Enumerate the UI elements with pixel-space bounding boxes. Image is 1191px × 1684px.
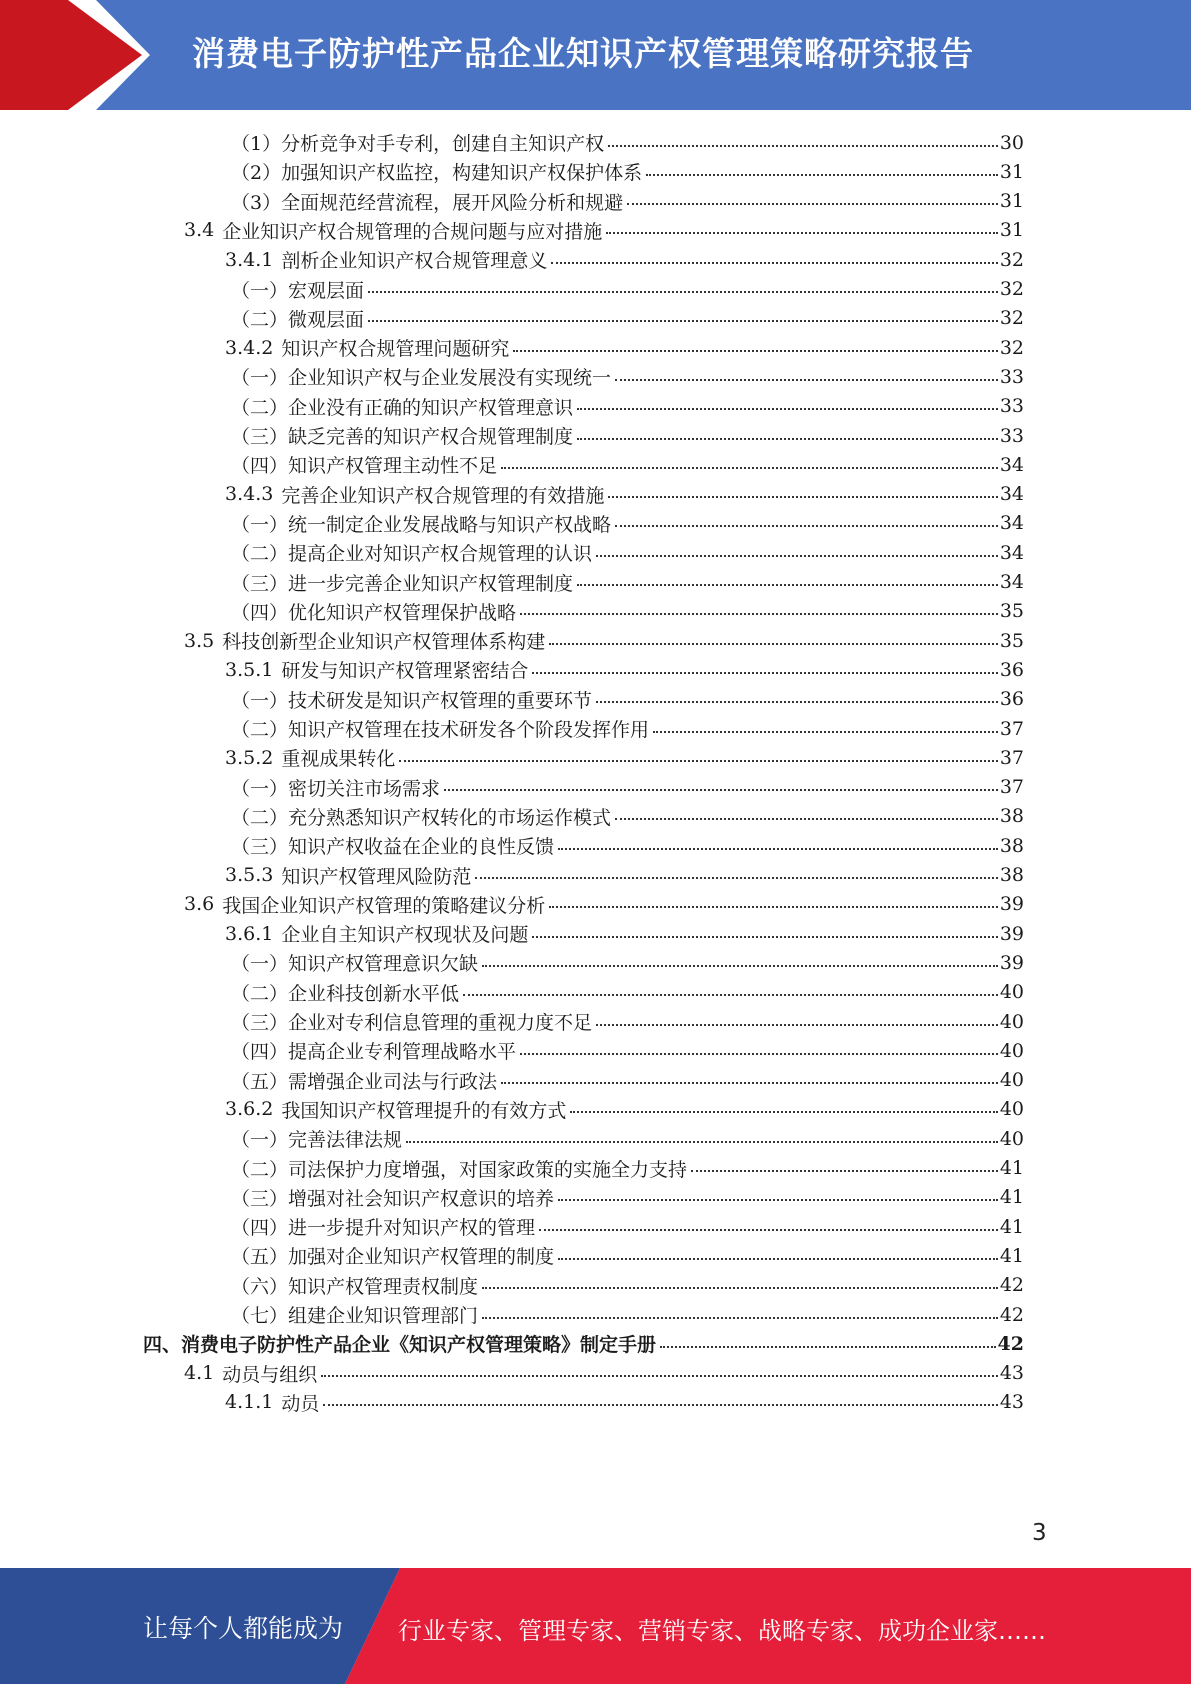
toc-dot-leader bbox=[463, 994, 998, 996]
toc-entry-title: （三）知识产权收益在企业的良性反馈 bbox=[231, 836, 555, 859]
toc-entry-title: （四）知识产权管理主动性不足 bbox=[231, 455, 498, 478]
toc-dot-leader bbox=[627, 203, 998, 205]
toc-entry-title: 企业自主知识产权现状及问题 bbox=[281, 924, 529, 947]
toc-entry[interactable] bbox=[231, 303, 1024, 334]
toc-dot-leader bbox=[482, 1287, 998, 1289]
toc-entry-title: 剖析企业知识产权合规管理意义 bbox=[281, 250, 548, 273]
toc-entry-page: 32 bbox=[999, 248, 1024, 271]
toc-dot-leader bbox=[368, 320, 998, 322]
toc-entry-title: （五）需增强企业司法与行政法 bbox=[231, 1070, 498, 1093]
toc-entry[interactable] bbox=[143, 1328, 1024, 1359]
toc-entry-page: 35 bbox=[999, 600, 1024, 623]
footer-slogan-right: 行业专家、管理专家、营销专家、战略专家、成功企业家…… bbox=[398, 1617, 1046, 1645]
toc-entry[interactable] bbox=[225, 860, 1024, 891]
toc-entry[interactable] bbox=[184, 625, 1024, 656]
toc-entry-title: 我国企业知识产权管理的策略建议分析 bbox=[222, 894, 546, 917]
toc-entry-title: （一）知识产权管理意识欠缺 bbox=[231, 953, 479, 976]
toc-entry-title: （七）组建企业知识管理部门 bbox=[231, 1305, 479, 1327]
toc-entry[interactable] bbox=[225, 332, 1024, 363]
toc-entry-page: 34 bbox=[999, 541, 1024, 564]
toc-entry-title: 企业知识产权合规管理的合规问题与应对措施 bbox=[222, 220, 603, 243]
toc-entry[interactable] bbox=[231, 567, 1024, 598]
toc-entry-title: （三）企业对专利信息管理的重视力度不足 bbox=[231, 1012, 593, 1034]
toc-entry-page: 41 bbox=[999, 1186, 1024, 1209]
toc-entry-number: 4.1.1 bbox=[225, 1391, 274, 1414]
toc-entry-title: （六）知识产权管理责权制度 bbox=[231, 1275, 479, 1298]
toc-entry-title: （四）优化知识产权管理保护战略 bbox=[231, 601, 517, 624]
toc-entry[interactable] bbox=[225, 742, 1024, 773]
toc-dot-leader bbox=[558, 848, 998, 850]
toc-entry-page: 39 bbox=[999, 893, 1024, 916]
toc-dot-leader bbox=[660, 1346, 996, 1348]
toc-entry-title: 完善企业知识产权合规管理的有效措施 bbox=[281, 484, 605, 507]
toc-entry-title: （2）加强知识产权监控，构建知识产权保护体系 bbox=[231, 162, 643, 185]
toc-entry-page: 31 bbox=[999, 160, 1024, 183]
toc-dot-leader bbox=[596, 701, 998, 703]
toc-entry-number: 3.6.2 bbox=[225, 1098, 274, 1121]
toc-entry-page: 34 bbox=[999, 483, 1024, 506]
toc-entry[interactable] bbox=[184, 215, 1024, 246]
toc-entry-number: 4.1 bbox=[184, 1362, 215, 1385]
toc-entry-page: 32 bbox=[999, 278, 1024, 300]
toc-dot-leader bbox=[532, 936, 997, 938]
toc-entry-title: （二）充分熟悉知识产权转化的市场运作模式 bbox=[231, 806, 612, 829]
toc-entry[interactable] bbox=[231, 772, 1024, 803]
toc-entry-page: 40 bbox=[999, 1010, 1024, 1033]
toc-dot-leader bbox=[691, 1170, 998, 1172]
toc-entry-page: 33 bbox=[999, 395, 1024, 418]
toc-entry[interactable] bbox=[231, 1006, 1024, 1037]
toc-dot-leader bbox=[321, 1375, 998, 1377]
toc-entry[interactable] bbox=[231, 1211, 1024, 1242]
toc-dot-leader bbox=[596, 555, 998, 557]
toc-entry-page: 32 bbox=[999, 336, 1024, 359]
toc-entry-title: 动员与组织 bbox=[222, 1363, 318, 1386]
toc-dot-leader bbox=[482, 965, 998, 967]
toc-entry-title: 研发与知识产权管理紧密结合 bbox=[281, 660, 529, 683]
toc-entry-title: （二）司法保护力度增强，对国家政策的实施全力支持 bbox=[231, 1158, 688, 1181]
footer-banner bbox=[0, 1568, 1191, 1684]
toc-dot-leader bbox=[646, 174, 998, 176]
toc-entry-title: 重视成果转化 bbox=[281, 748, 396, 771]
toc-dot-leader bbox=[608, 496, 997, 498]
toc-dot-leader bbox=[577, 408, 998, 410]
toc-dot-leader bbox=[406, 1141, 998, 1143]
toc-entry-title: 科技创新型企业知识产权管理体系构建 bbox=[222, 631, 546, 654]
toc-dot-leader bbox=[475, 877, 997, 879]
toc-entry-page: 37 bbox=[999, 746, 1024, 769]
toc-entry-page: 40 bbox=[999, 1039, 1024, 1062]
toc-entry-title: （一）企业知识产权与企业发展没有实现统一 bbox=[231, 367, 612, 390]
toc-entry-title: （二）提高企业对知识产权合规管理的认识 bbox=[231, 543, 593, 566]
toc-dot-leader bbox=[570, 1111, 997, 1113]
toc-entry[interactable] bbox=[231, 801, 1024, 832]
toc-dot-leader bbox=[615, 379, 998, 381]
toc-entry-page: 41 bbox=[999, 1244, 1024, 1267]
toc-dot-leader bbox=[558, 1199, 998, 1201]
toc-dot-leader bbox=[539, 1229, 998, 1231]
toc-entry-title: （二）企业科技创新水平低 bbox=[231, 982, 460, 1005]
toc-entry-number: 3.4 bbox=[184, 219, 215, 242]
toc-entry-page: 43 bbox=[999, 1362, 1024, 1385]
toc-entry-page: 40 bbox=[999, 1069, 1024, 1092]
toc-entry[interactable] bbox=[231, 391, 1024, 422]
toc-entry-page: 39 bbox=[999, 951, 1024, 974]
toc-entry-title: 知识产权合规管理问题研究 bbox=[281, 338, 510, 361]
toc-entry-title: 动员 bbox=[281, 1392, 320, 1415]
toc-dot-leader bbox=[520, 613, 998, 615]
toc-entry-title: （一）宏观层面 bbox=[231, 279, 365, 302]
toc-entry[interactable] bbox=[225, 244, 1024, 275]
toc-entry[interactable] bbox=[231, 1270, 1024, 1301]
toc-entry-page: 34 bbox=[999, 571, 1024, 593]
toc-entry[interactable] bbox=[231, 361, 1024, 392]
toc-entry-page: 35 bbox=[999, 629, 1024, 652]
toc-dot-leader bbox=[558, 1258, 998, 1260]
toc-dot-leader bbox=[532, 672, 997, 674]
toc-entry[interactable] bbox=[231, 684, 1024, 715]
toc-entry-page: 36 bbox=[999, 658, 1024, 681]
toc-entry-title: （二）微观层面 bbox=[231, 308, 365, 331]
toc-dot-leader bbox=[615, 525, 998, 527]
toc-entry-page: 37 bbox=[999, 717, 1024, 740]
toc-entry-page: 42 bbox=[999, 1274, 1024, 1297]
toc-entry-page: 31 bbox=[999, 219, 1024, 242]
toc-entry-page: 41 bbox=[999, 1215, 1024, 1238]
toc-entry-page: 42 bbox=[999, 1303, 1024, 1326]
toc-entry-number: 3.5 bbox=[184, 629, 215, 652]
toc-dot-leader bbox=[323, 1404, 997, 1406]
toc-entry[interactable] bbox=[225, 1387, 1024, 1418]
toc-entry[interactable] bbox=[225, 654, 1024, 685]
toc-entry[interactable] bbox=[231, 508, 1024, 539]
toc-dot-leader bbox=[596, 1024, 998, 1026]
toc-entry[interactable] bbox=[231, 596, 1024, 627]
toc-entry-page: 40 bbox=[999, 1098, 1024, 1121]
toc-entry[interactable] bbox=[231, 977, 1024, 1008]
toc-dot-leader bbox=[606, 232, 998, 234]
toc-entry[interactable] bbox=[184, 1358, 1024, 1389]
toc-entry-title: 我国知识产权管理提升的有效方式 bbox=[281, 1099, 567, 1122]
toc-entry-page: 38 bbox=[999, 864, 1024, 886]
toc-entry-title: 四、消费电子防护性产品企业《知识产权管理策略》制定手册 bbox=[143, 1334, 657, 1357]
toc-entry[interactable] bbox=[225, 479, 1024, 510]
toc-dot-leader bbox=[520, 1053, 998, 1055]
toc-entry-title: （一）密切关注市场需求 bbox=[231, 777, 441, 800]
toc-entry-title: 知识产权管理风险防范 bbox=[281, 865, 472, 888]
footer-slogan-left: 让每个人都能成为 bbox=[143, 1614, 344, 1643]
toc-entry-page: 42 bbox=[997, 1332, 1024, 1355]
toc-entry[interactable] bbox=[231, 713, 1024, 744]
toc-entry-title: （四）提高企业专利管理战略水平 bbox=[231, 1041, 517, 1064]
toc-entry[interactable] bbox=[231, 1065, 1024, 1096]
toc-entry-title: （3）全面规范经营流程，展开风险分析和规避 bbox=[231, 191, 624, 214]
toc-entry[interactable] bbox=[231, 274, 1024, 305]
toc-entry[interactable] bbox=[225, 1094, 1024, 1125]
toc-dot-leader bbox=[577, 438, 998, 440]
toc-entry-title: （五）加强对企业知识产权管理的制度 bbox=[231, 1246, 555, 1269]
toc-entry-title: （一）统一制定企业发展战略与知识产权战略 bbox=[231, 513, 612, 536]
toc-entry[interactable] bbox=[231, 127, 1024, 158]
toc-dot-leader bbox=[501, 1082, 998, 1084]
toc-dot-leader bbox=[608, 145, 998, 147]
toc-entry-title: （三）增强对社会知识产权意识的培养 bbox=[231, 1187, 555, 1210]
toc-entry-title: （二）企业没有正确的知识产权管理意识 bbox=[231, 396, 574, 419]
header-banner bbox=[0, 0, 1191, 110]
toc-entry-page: 33 bbox=[999, 365, 1024, 388]
toc-dot-leader bbox=[653, 731, 998, 733]
page-number: 3 bbox=[1032, 1520, 1047, 1546]
toc-entry[interactable] bbox=[231, 1035, 1024, 1066]
document-title: 消费电子防护性产品企业知识产权管理策略研究报告 bbox=[192, 34, 974, 73]
toc-dot-leader bbox=[501, 467, 998, 469]
toc-entry[interactable] bbox=[231, 1182, 1024, 1213]
toc-entry-page: 39 bbox=[999, 922, 1024, 945]
toc-entry-page: 34 bbox=[999, 512, 1024, 535]
toc-entry[interactable] bbox=[231, 537, 1024, 568]
toc-entry-page: 41 bbox=[999, 1157, 1024, 1179]
toc-entry-title: （四）进一步提升对知识产权的管理 bbox=[231, 1217, 536, 1240]
toc-entry[interactable] bbox=[184, 889, 1024, 920]
toc-entry-title: （三）进一步完善企业知识产权管理制度 bbox=[231, 572, 574, 595]
toc-entry-number: 3.4.2 bbox=[225, 336, 274, 359]
toc-entry-page: 38 bbox=[999, 834, 1024, 857]
toc-entry-page: 36 bbox=[999, 688, 1024, 711]
toc-entry[interactable] bbox=[225, 918, 1024, 949]
toc-entry-page: 34 bbox=[999, 453, 1024, 476]
toc-dot-leader bbox=[482, 1317, 998, 1319]
toc-entry-page: 40 bbox=[999, 981, 1024, 1004]
toc-dot-leader bbox=[399, 760, 997, 762]
toc-dot-leader bbox=[444, 789, 998, 791]
toc-entry[interactable] bbox=[231, 420, 1024, 451]
toc-dot-leader bbox=[615, 818, 998, 820]
toc-entry-page: 40 bbox=[999, 1127, 1024, 1150]
toc-entry-number: 3.5.3 bbox=[225, 864, 274, 886]
toc-entry-page: 38 bbox=[999, 805, 1024, 828]
toc-entry[interactable] bbox=[231, 1240, 1024, 1271]
toc-entry-number: 3.5.2 bbox=[225, 746, 274, 769]
toc-entry-page: 43 bbox=[999, 1391, 1024, 1414]
toc-dot-leader bbox=[513, 350, 997, 352]
toc-entry-title: （一）完善法律法规 bbox=[231, 1129, 403, 1152]
toc-entry-number: 3.6.1 bbox=[225, 922, 274, 945]
toc-entry-title: （1）分析竞争对手专利，创建自主知识产权 bbox=[231, 133, 605, 155]
toc-entry[interactable] bbox=[231, 156, 1024, 187]
toc-dot-leader bbox=[549, 906, 998, 908]
toc-entry-title: （三）缺乏完善的知识产权合规管理制度 bbox=[231, 426, 574, 448]
toc-dot-leader bbox=[368, 291, 998, 293]
toc-dot-leader bbox=[577, 584, 998, 586]
toc-entry-number: 3.4.3 bbox=[225, 483, 274, 506]
toc-entry[interactable] bbox=[231, 830, 1024, 861]
toc-entry[interactable] bbox=[231, 1153, 1024, 1184]
toc-entry[interactable] bbox=[231, 1299, 1024, 1330]
toc-entry[interactable] bbox=[231, 449, 1024, 480]
header-red-chevron bbox=[0, 0, 142, 110]
toc-entry[interactable] bbox=[231, 186, 1024, 217]
toc-entry-page: 32 bbox=[999, 307, 1024, 330]
toc-entry-page: 31 bbox=[999, 190, 1024, 213]
toc-dot-leader bbox=[551, 262, 997, 264]
toc-entry-number: 3.6 bbox=[184, 893, 215, 916]
toc-entry-number: 3.5.1 bbox=[225, 658, 274, 681]
toc-entry-title: （二）知识产权管理在技术研发各个阶段发挥作用 bbox=[231, 719, 650, 741]
toc-dot-leader bbox=[549, 643, 998, 645]
toc-entry[interactable] bbox=[231, 1123, 1024, 1154]
toc-entry-page: 37 bbox=[999, 776, 1024, 799]
toc-entry[interactable] bbox=[231, 947, 1024, 978]
toc-entry-title: （一）技术研发是知识产权管理的重要环节 bbox=[231, 689, 593, 712]
toc-entry-page: 30 bbox=[999, 131, 1024, 154]
toc-entry-page: 33 bbox=[999, 424, 1024, 447]
toc-entry-number: 3.4.1 bbox=[225, 248, 274, 271]
